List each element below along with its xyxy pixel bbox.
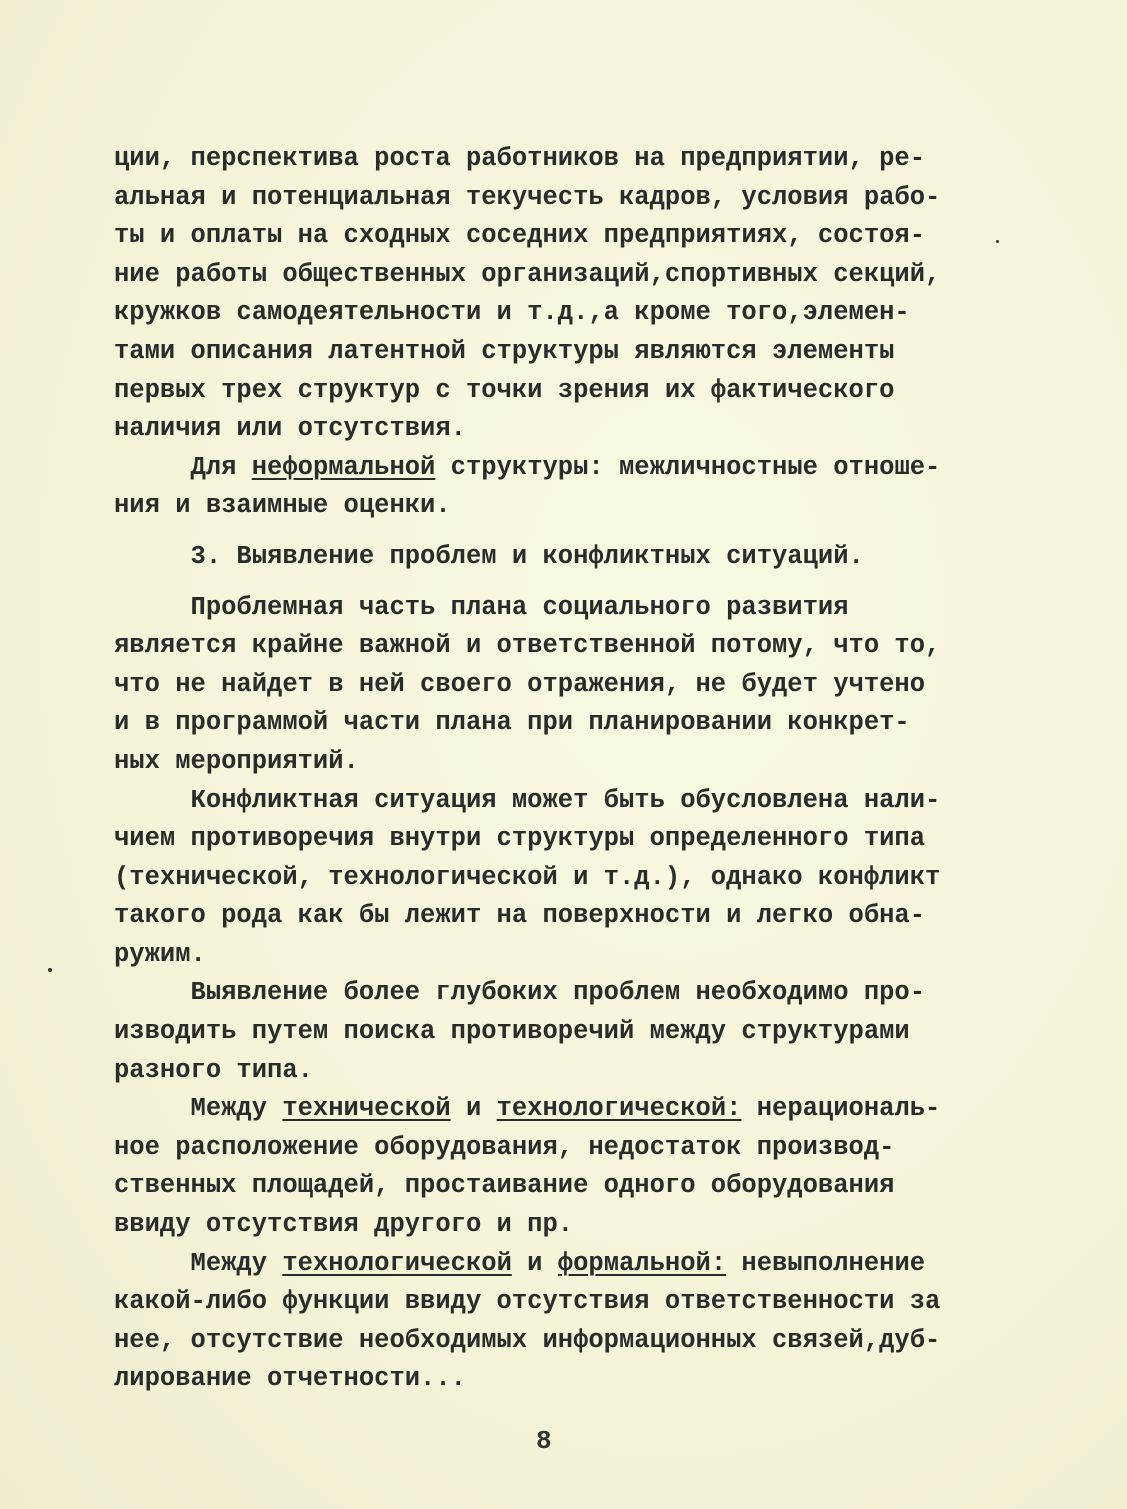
stray-mark	[48, 968, 52, 972]
text-line	[114, 449, 994, 488]
text-line	[114, 333, 994, 372]
text-line	[114, 820, 994, 859]
text-span: Для	[114, 452, 252, 482]
text-span: ных мероприятий.	[114, 746, 359, 776]
text-line	[114, 1013, 994, 1052]
text-span: первых трех структур с точки зрения их фактического	[114, 375, 895, 405]
text-line	[114, 1090, 994, 1129]
text-span: ние работы общественных организаций,спортивных секций,	[114, 259, 941, 289]
text-span: невыполнение	[726, 1248, 926, 1278]
text-line	[114, 627, 994, 666]
text-span: разного типа.	[114, 1055, 313, 1085]
underlined-term: технической	[282, 1094, 451, 1124]
text-line	[114, 1052, 994, 1091]
text-span: ружим.	[114, 939, 206, 969]
text-span: Конфликтная ситуация может быть обусловлена нали-	[114, 785, 941, 815]
text-span: нее, отсутствие необходимых информационных связей,дуб-	[114, 1325, 941, 1355]
text-line	[114, 487, 994, 526]
text-span: является крайне важной и ответственной потому, что то,	[114, 631, 941, 661]
text-span: тами описания латентной структуры являются элементы	[114, 336, 895, 366]
text-line	[114, 1129, 994, 1168]
text-line	[114, 936, 994, 975]
text-span: ния и взаимные оценки.	[114, 491, 451, 521]
text-span: ввиду отсутствия другого и пр.	[114, 1210, 574, 1240]
text-span: кружков самодеятельности и т.д.,а кроме того,элемен-	[114, 298, 910, 328]
text-span: ное расположение оборудования, недостаток производ-	[114, 1132, 895, 1162]
text-span: нерациональ-	[741, 1094, 941, 1124]
underlined-term: неформальной	[251, 452, 436, 482]
text-span: структуры: межличностные отноше-	[435, 452, 941, 482]
text-span: лирование отчетности...	[114, 1364, 466, 1394]
text-line	[114, 1283, 994, 1322]
paragraph-gap	[114, 526, 994, 538]
text-span: ции, перспектива роста работников на предприятии, ре-	[114, 144, 926, 173]
text-span: Между	[114, 1094, 283, 1124]
body-text	[114, 140, 994, 1399]
text-line	[114, 1206, 994, 1245]
text-span: ты и оплаты на сходных соседних предприятиях, состоя-	[114, 221, 926, 251]
text-span: 3. Выявление проблем и конфликтных ситуаций.	[114, 541, 864, 571]
text-line	[114, 294, 994, 333]
page-number: 8	[536, 1426, 552, 1456]
text-span: и в программой части плана при планировании конкрет-	[114, 708, 910, 738]
stray-mark	[996, 240, 999, 243]
text-line	[114, 666, 994, 705]
text-span: Выявление более глубоких проблем необходимо про-	[114, 978, 926, 1008]
text-line	[114, 1167, 994, 1206]
paragraph-gap	[114, 577, 994, 589]
text-span: ственных площадей, простаивание одного оборудования	[114, 1171, 895, 1201]
text-span: что не найдет в ней своего отражения, не будет учтено	[114, 669, 926, 699]
text-line	[114, 974, 994, 1013]
text-line	[114, 179, 994, 218]
text-span: Проблемная часть плана социального развития	[114, 592, 849, 622]
text-line	[114, 1245, 994, 1284]
underlined-term: технологической	[282, 1248, 512, 1278]
text-line	[114, 704, 994, 743]
text-span: какой-либо функции ввиду отсутствия ответственности за	[114, 1287, 941, 1317]
text-line	[114, 589, 994, 628]
text-span: и	[450, 1094, 497, 1124]
text-line	[114, 538, 994, 577]
text-span: Между	[114, 1248, 283, 1278]
text-span: и	[511, 1248, 558, 1278]
text-line	[114, 1322, 994, 1361]
underlined-term: формальной:	[557, 1248, 727, 1278]
text-span: такого рода как бы лежит на поверхности и легко обна-	[114, 901, 926, 931]
text-line	[114, 897, 994, 936]
text-line	[114, 782, 994, 821]
text-span: изводить путем поиска противоречий между структурами	[114, 1017, 910, 1047]
text-span: (технической, технологической и т.д.), однако конфликт	[114, 862, 941, 892]
text-line	[114, 140, 994, 179]
text-line	[114, 1360, 994, 1399]
text-span: наличия или отсутствия.	[114, 414, 466, 444]
text-line	[114, 372, 994, 411]
text-line	[114, 410, 994, 449]
underlined-term: технологической:	[496, 1094, 742, 1124]
text-line	[114, 217, 994, 256]
text-line	[114, 859, 994, 898]
text-span: чием противоречия внутри структуры определенного типа	[114, 824, 926, 854]
text-line	[114, 743, 994, 782]
text-line	[114, 256, 994, 295]
text-span: альная и потенциальная текучесть кадров, условия рабо-	[114, 182, 941, 212]
